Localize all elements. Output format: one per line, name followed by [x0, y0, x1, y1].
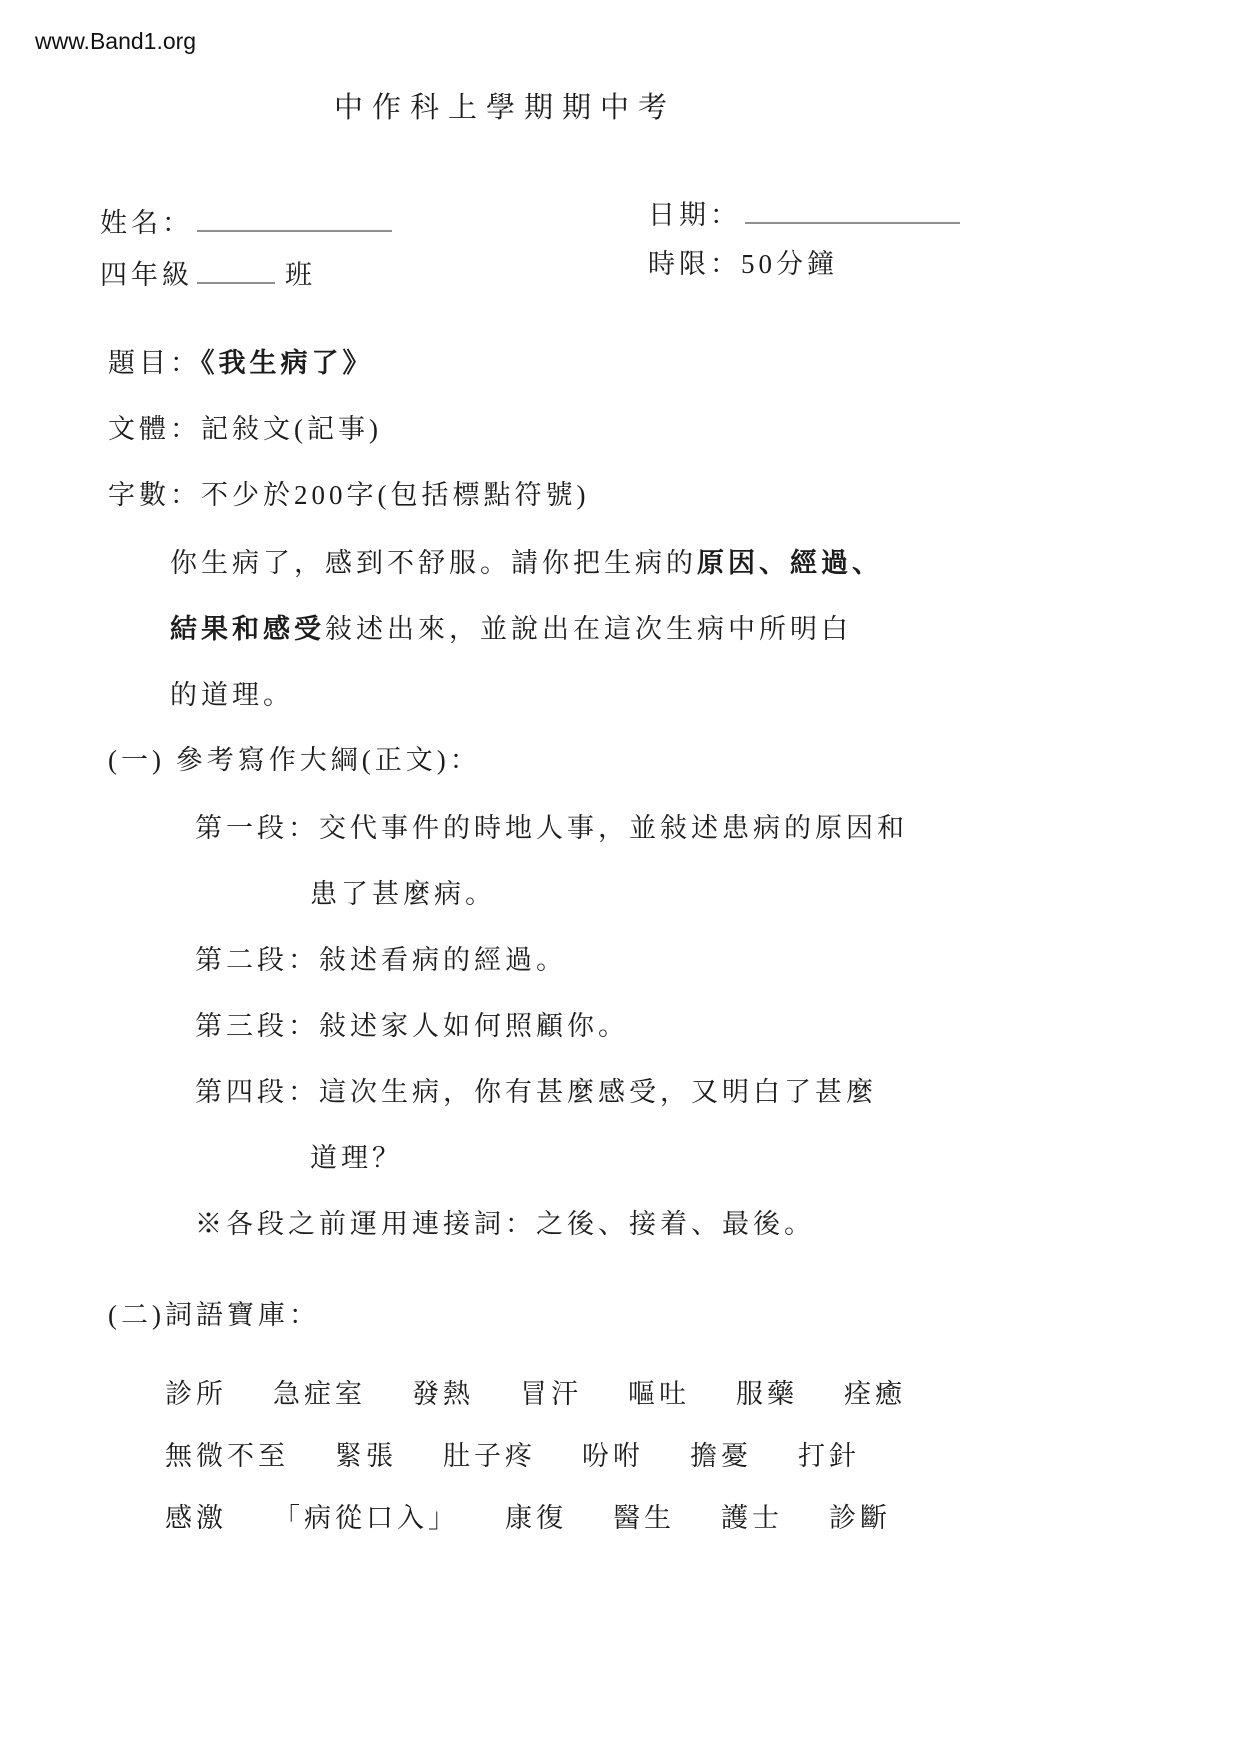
- intro-text-segment: 結果和感受: [170, 614, 325, 644]
- word-item: 感激: [165, 1502, 227, 1533]
- name-label: 姓名：: [100, 208, 193, 238]
- page-title: 中作科上學期期中考: [333, 92, 676, 124]
- intro-paragraph: [170, 530, 883, 728]
- intro-line: [170, 662, 883, 728]
- word-item: 冒汗: [520, 1378, 582, 1409]
- section1-heading: (一) 參考寫作大綱(正文)：: [108, 745, 481, 775]
- section2-heading: (二)詞語寶庫：: [108, 1300, 320, 1330]
- outline-line: 第二段：敍述看病的經過。: [195, 945, 567, 975]
- word-item: 急症室: [273, 1378, 366, 1409]
- meta-value: 不少於200字(包括標點符號): [201, 480, 590, 510]
- outline-line: 第一段：交代事件的時地人事，並敍述患病的原因和: [195, 813, 908, 843]
- intro-text-segment: 的道理。: [170, 680, 294, 710]
- word-bank: [165, 1360, 906, 1546]
- outline-line: 患了甚麼病。: [310, 879, 496, 909]
- intro-line: [170, 596, 883, 662]
- class-field-row: [100, 252, 316, 295]
- outline-line: 第四段：這次生病，你有甚麼感受，又明白了甚麼: [195, 1077, 877, 1107]
- word-item: 診斷: [829, 1502, 891, 1533]
- word-item: 擔憂: [690, 1440, 752, 1471]
- meta-label: 文體：: [108, 414, 201, 444]
- meta-value: 《我生病了》: [201, 348, 374, 378]
- meta-label: 題目：: [108, 348, 201, 378]
- date-label: 日期：: [648, 200, 741, 230]
- date-blank-line: [745, 192, 960, 224]
- class-suffix-label: 班: [285, 260, 316, 290]
- meta-row: [108, 462, 589, 528]
- meta-label: 字數：: [108, 480, 201, 510]
- word-item: 醫生: [613, 1502, 675, 1533]
- meta-row: [108, 396, 589, 462]
- word-item: 無微不至: [165, 1440, 289, 1471]
- word-item: 診所: [165, 1378, 227, 1409]
- word-row: [165, 1422, 906, 1484]
- word-item: 痊癒: [844, 1378, 906, 1409]
- time-limit-label: 時限：50分鐘: [648, 249, 838, 279]
- intro-text-segment: 你生病了，感到不舒服。請你把生病的: [170, 548, 697, 578]
- word-item: 「病從口入」: [273, 1502, 459, 1533]
- intro-text-segment: 敍述出來，並說出在這次生病中所明白: [325, 614, 852, 644]
- word-item: 吩咐: [582, 1440, 644, 1471]
- intro-text-segment: 原因、經過、: [697, 548, 883, 578]
- outline-line: 第三段：敍述家人如何照顧你。: [195, 1011, 629, 1041]
- meta-row: [108, 330, 589, 396]
- date-field-row: [648, 192, 960, 235]
- word-row: [165, 1360, 906, 1422]
- class-prefix-label: 四年級: [100, 260, 193, 290]
- intro-line: [170, 530, 883, 596]
- word-item: 發熱: [412, 1378, 474, 1409]
- word-item: 肚子疼: [443, 1440, 536, 1471]
- meta-value: 記敍文(記事): [201, 414, 382, 444]
- word-item: 康復: [505, 1502, 567, 1533]
- word-row: [165, 1484, 906, 1546]
- word-item: 服藥: [736, 1378, 798, 1409]
- outline-line: 道理？: [310, 1143, 403, 1173]
- time-limit-row: [648, 244, 838, 284]
- outline-note: ※各段之前運用連接詞：之後、接着、最後。: [195, 1209, 815, 1239]
- site-url: www.Band1.org: [35, 28, 197, 54]
- class-blank-line: [197, 252, 275, 284]
- name-field-row: [100, 200, 392, 243]
- word-item: 緊張: [335, 1440, 397, 1471]
- outline-list: [195, 795, 908, 1257]
- name-blank-line: [197, 200, 392, 232]
- word-item: 護士: [721, 1502, 783, 1533]
- meta-lines: [108, 330, 589, 528]
- word-item: 打針: [798, 1440, 860, 1471]
- word-item: 嘔吐: [628, 1378, 690, 1409]
